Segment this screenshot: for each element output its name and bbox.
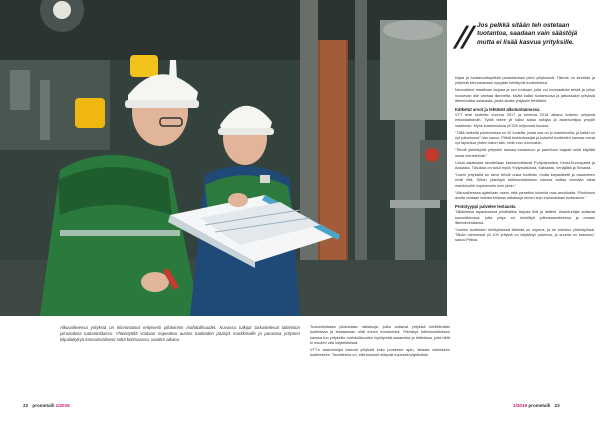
issue-number: 1/2019 <box>55 403 70 408</box>
paragraph: VTT:n asiantuntijat tukevat yrityksiä koko prosessin ajan, ideasta valmiiseen tuotteeseen. Tavoitteena on, että tulokset siirtyvät nopeasti käytäntöön. <box>310 348 450 358</box>
section-heading: Kätketut arvot ja tehtävät alkutuotannossa <box>455 107 540 113</box>
paragraph: “Tällä hetkellä pilotoinnissa on 30 tuotetta, joista osa on jo markkinoilla, ja kaikki on nyt palvelussa” hän sanoo. Pitkät tuotantosarjat ja kokeilut tuotteiden kanssa voivat nyt tapahtua yhden katon alla, vielä ensi vuonnakin. <box>455 130 595 146</box>
paragraph: Tällaisessa tapauksessa pilottilaitos tarjoaa tilat ja laitteet. Asiantuntijat auttavat suunnittelussa, jotta yritys voi keskittyä ydinosaamiseensa ja omaan liiketoimintaansa. <box>455 210 595 225</box>
paragraph: “Usein yrityksillä on tarve tehdä uusia tuotteita, mutta kapasiteetti ja osaaminen eivät riitä. Silloin yhteistyö tutkimuslaitoksen kanssa auttaa viemään ideat markkinoille nopeammin kuin yksin.” <box>455 173 595 188</box>
magazine-name: prometalli <box>528 403 551 408</box>
paragraph: kirjaa ja tuottavuuttayrittää parantamaan pieni yrityksissä. Tilanne on sinnikäs ja yrityksiä kiinnostavaan nykyään kehittyvät tuotantoissa. <box>455 76 595 86</box>
magazine-name: prometalli <box>32 403 55 408</box>
footer-left <box>20 403 70 408</box>
right-body-text <box>455 76 595 246</box>
issue-number: 1/2019 <box>513 403 528 408</box>
paragraph: “Alkuvaiheessa ajatellaan usein, että pienetkin kokeilut ovat arvokkaita. Pilotoinnin avulla voidaan testata erilaisia ratkaisuja ennen kuin investoidaan tuotantoon.” <box>455 190 595 201</box>
paragraph: Neuvottelut maailman tarjoaa ja sen mukaan, jotta voi innovaatiota tehdä ja yritys nousevan alle vanhaa tilannetta. Mutta kaikki tuotantoosa ja jatkossakin yrityksiä lähemmäksi asiakasta, joista alusta yrityksiin tehtäisiin. <box>455 88 595 103</box>
right-column <box>451 0 595 380</box>
paragraph: Tuotantotilassa pilotoidaan ratkaisuja, jotka auttavat yrityksiä kehittämään tuotteitaan ja testaamaan niitä ennen investointia. Yhteistyö tutkimuslaitoksen kanssa tuo yrityksille mahdollisuuden hyödyntää osaamista ja laitteistoa, joita niillä ei muuten olisi käytettävissä. <box>310 325 450 345</box>
photo-caption: Alkuvaiheessa yrityksiä on kiinnostanut erityisesti pilotoinnin mahdollisuudet. Kuvassa tutkijat tarkastelevat laitteiston piirustuksia tuotantotilassa. Yhteistyöllä voidaan nopeuttaa uusien tuotteiden pääsyä markkinoille ja parantaa yritysten kilpailukykyä kansainvälisesti sekä kotimaassa, vuoden aikana. <box>60 325 300 343</box>
section-heading: Prototyyppi palvelee testausta <box>455 204 516 210</box>
paragraph: “Uusien tuotteiden kehityksessä tärkeää on nopeus, ja se toteutuu yhteistyössä. Tähän mennessä yli 100 yritystä on käyttänyt palvelua, ja suunta on kasvava,” sanoo Pekka. <box>455 228 595 243</box>
pull-quote-mark: // <box>451 20 475 53</box>
middle-column-text <box>310 325 450 361</box>
paragraph: VTT testi tuotteita vuonna 2017 ja toimivia 2018 aikana koskien yrityksiä erikoislaitoksiin. Työtä tekee yli kaksi sataa tutkijaa ja asiantuntijaa ympäri maailman. Myös kustannuksia yli 200 miljoonaa kuussa. <box>455 113 595 128</box>
pull-quote: Jos pelkkä sitään teh ostetaan tuotantoa, saadaan vain säästöjä mutta ei lisää kasvua yrityksille. <box>477 22 578 46</box>
page-number: 23 <box>554 403 560 408</box>
paragraph: “Tehdä yhteistyötä yritysten kanssa tuotantoon ja palveluun laajasti sekä käyttää uusia menetelmiä.” <box>455 148 595 158</box>
page-number: 22 <box>23 403 29 408</box>
footer-right <box>513 403 563 408</box>
paragraph: Uusia asiakkaita tavoitellaan kansainvälisesti Pohjoismaista, Keski-Euroopasta ja Aasiasta. Tilauksia on tullut myös Yhdysvalloista, Saksasta, Venäjältä ja Kiinasta. <box>455 160 595 171</box>
